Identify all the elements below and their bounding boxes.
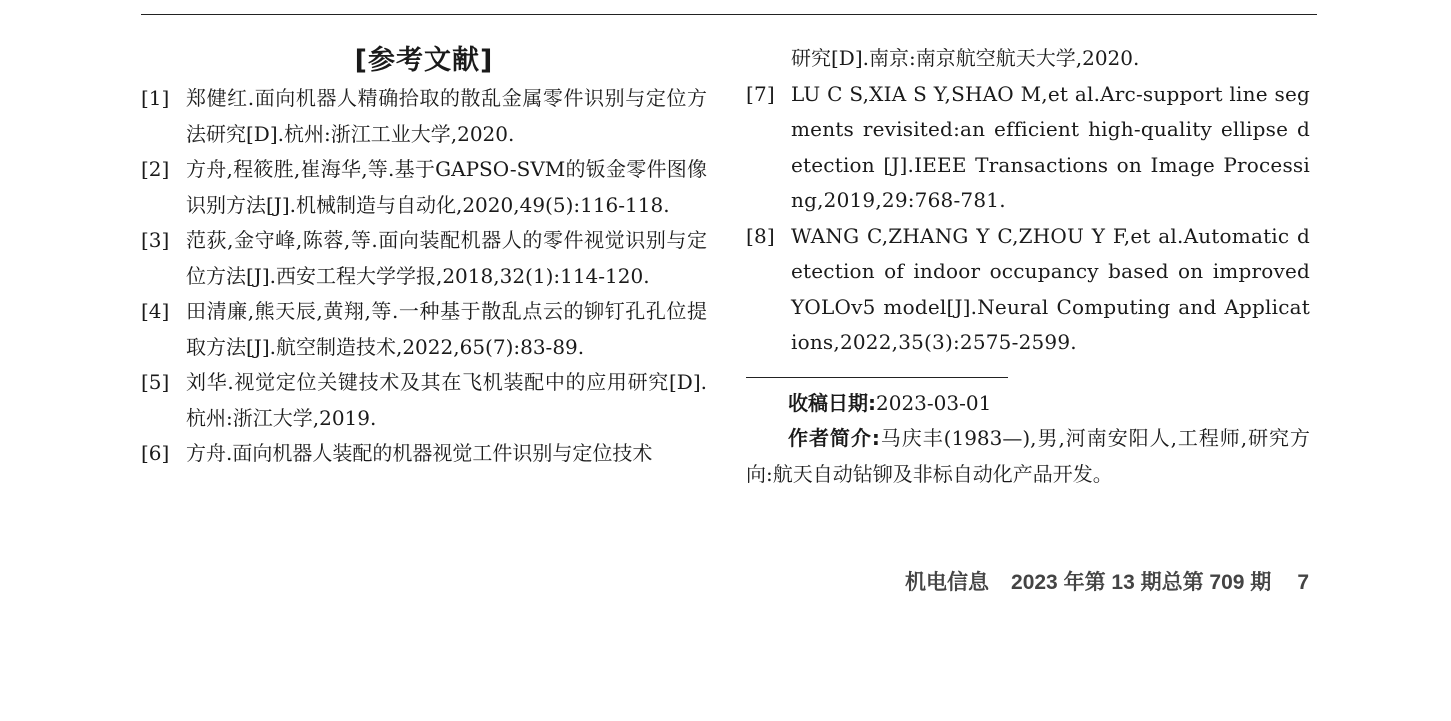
received-date — [746, 386, 1310, 422]
reference-number: [5] — [141, 370, 170, 394]
journal-name: 机电信息 — [905, 571, 990, 594]
reference-item — [746, 219, 1310, 361]
reference-text: WANG C,ZHANG Y C,ZHOU Y F,et al.Automatic detection of indoor occupancy based on improved YOLOv5 model[J].Neural Computing and Applications,2022,35(3):2575-2599. — [791, 223, 1310, 354]
reference-number: [6] — [141, 441, 170, 465]
top-rule — [141, 14, 1317, 15]
reference-number: [7] — [746, 81, 775, 106]
issue-info: 2023 年第 13 期总第 709 期 — [1011, 571, 1272, 594]
reference-text: 范荻,金守峰,陈蓉,等.面向装配机器人的零件视觉识别与定位方法[J].西安工程大学学报,2018,32(1):114-120. — [186, 228, 707, 288]
author-bio — [746, 421, 1310, 492]
reference-item — [746, 77, 1310, 219]
reference-item — [141, 81, 707, 152]
reference-list — [141, 81, 707, 472]
author-value: 马庆丰(1983—),男,河南安阳人,工程师,研究方向:航天自动钻铆及非标自动化产品开发。 — [746, 426, 1311, 486]
reference-text: 刘华.视觉定位关键技术及其在飞机装配中的应用研究[D].杭州:浙江大学,2019. — [186, 370, 707, 430]
author-label: 作者简介: — [788, 426, 880, 450]
reference-number: [8] — [746, 223, 775, 248]
reference-text: 郑健红.面向机器人精确拾取的散乱金属零件识别与定位方法研究[D].杭州:浙江工业大学,2020. — [186, 86, 707, 146]
reference-list-continued — [746, 77, 1310, 361]
reference-item — [141, 223, 707, 294]
reference-number: [3] — [141, 228, 170, 252]
references-right-column — [746, 41, 1310, 492]
received-value: 2023-03-01 — [876, 390, 992, 415]
reference-item — [141, 294, 707, 365]
received-label: 收稿日期: — [788, 390, 876, 415]
reference-item — [141, 436, 707, 472]
page-number: 7 — [1297, 571, 1309, 594]
references-left-column — [141, 38, 707, 472]
reference-text: LU C S,XIA S Y,SHAO M,et al.Arc-support line segments revisited:an efficient high-quality ellipse detection [J].IEEE Transactions on Image Processing,2019,29:768-781. — [791, 81, 1310, 212]
reference-continuation: 研究[D].南京:南京航空航天大学,2020. — [791, 46, 1140, 70]
reference-number: [1] — [141, 86, 170, 110]
reference-number: [2] — [141, 157, 170, 181]
reference-number: [4] — [141, 299, 170, 323]
reference-text: 方舟,程筱胜,崔海华,等.基于GAPSO-SVM的钣金零件图像识别方法[J].机械制造与自动化,2020,49(5):116-118. — [186, 157, 707, 217]
reference-text: 方舟.面向机器人装配的机器视觉工件识别与定位技术 — [186, 441, 653, 465]
reference-item — [141, 365, 707, 436]
reference-item — [141, 152, 707, 223]
reference-text: 田清廉,熊天辰,黄翔,等.一种基于散乱点云的铆钉孔孔位提取方法[J].航空制造技术,2022,65(7):83-89. — [186, 299, 707, 359]
references-heading: [参考文献] — [354, 45, 494, 76]
page-footer — [905, 566, 1309, 596]
footnote-rule — [746, 377, 1008, 378]
